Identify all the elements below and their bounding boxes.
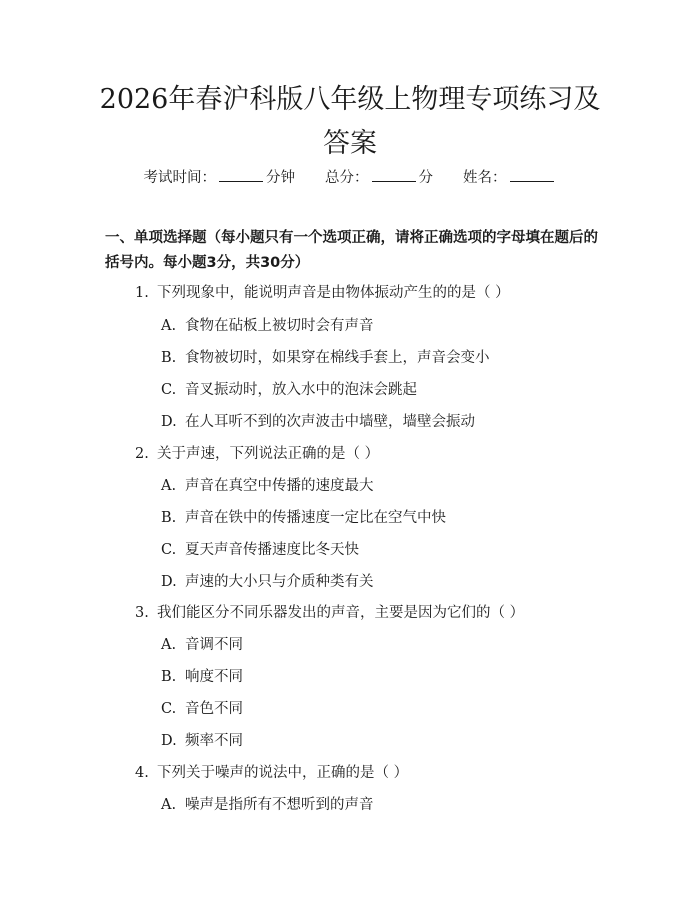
option-text: 夏天声音传播速度比冬天快: [185, 542, 359, 558]
section-heading: 一、单项选择题（每小题只有一个选项正确，请将正确选项的字母填在题后的括号内。每小题3分，共30分）: [105, 230, 598, 271]
option-text: 食物被切时，如果穿在棉线手套上，声音会变小: [185, 350, 490, 366]
option-2a: [161, 474, 374, 495]
option-text: 食物在砧板上被切时会有声音: [185, 318, 374, 334]
option-letter: B.: [161, 510, 177, 526]
question-1: [135, 281, 510, 302]
option-letter: D.: [161, 574, 177, 590]
exam-meta: [0, 166, 700, 187]
option-3a: [161, 633, 243, 654]
question-number: 1.: [135, 285, 149, 301]
student-name: [463, 166, 557, 187]
option-2b: [161, 506, 446, 527]
option-letter: A.: [161, 637, 177, 653]
question-number: 3.: [135, 605, 149, 621]
option-1b: [161, 346, 490, 367]
option-text: 声速的大小只与介质种类有关: [185, 574, 374, 590]
question-number: 2.: [135, 446, 149, 462]
question-text: 关于声速，下列说法正确的是（ ）: [157, 446, 380, 462]
question-4: [135, 761, 408, 782]
option-letter: A.: [161, 478, 177, 494]
option-1c: [161, 378, 417, 399]
option-text: 频率不同: [185, 733, 243, 749]
document-title: 2026年春沪科版八年级上物理专项练习及答案: [99, 84, 601, 159]
question-3: [135, 601, 524, 622]
name-blank: [510, 167, 554, 182]
option-text: 音色不同: [185, 701, 243, 717]
option-letter: B.: [161, 669, 177, 685]
score-blank: [372, 167, 416, 182]
time-label: 考试时间：: [143, 170, 216, 186]
option-letter: C.: [161, 542, 177, 558]
exam-score: [325, 166, 433, 187]
option-letter: C.: [161, 701, 177, 717]
option-4a: [161, 793, 374, 814]
option-3d: [161, 729, 243, 750]
option-letter: B.: [161, 350, 177, 366]
name-label: 姓名：: [463, 170, 507, 186]
option-letter: D.: [161, 414, 177, 430]
option-text: 音叉振动时，放入水中的泡沫会跳起: [185, 382, 417, 398]
question-text: 下列现象中，能说明声音是由物体振动产生的的是（ ）: [157, 285, 510, 301]
time-blank: [219, 167, 263, 182]
option-letter: A.: [161, 797, 177, 813]
exam-time: [144, 166, 296, 187]
option-letter: A.: [161, 318, 177, 334]
question-text: 下列关于噪声的说法中，正确的是（ ）: [157, 765, 409, 781]
time-unit: 分钟: [266, 170, 295, 186]
option-1d: [161, 410, 475, 431]
question-number: 4.: [135, 765, 149, 781]
option-text: 在人耳听不到的次声波击中墙壁，墙壁会振动: [185, 414, 475, 430]
option-text: 噪声是指所有不想听到的声音: [185, 797, 374, 813]
score-label: 总分：: [325, 170, 369, 186]
question-2: [135, 442, 379, 463]
option-text: 声音在真空中传播的速度最大: [185, 478, 374, 494]
option-text: 音调不同: [185, 637, 243, 653]
option-2c: [161, 538, 359, 559]
option-letter: D.: [161, 733, 177, 749]
option-3b: [161, 665, 243, 686]
option-3c: [161, 697, 243, 718]
option-1a: [161, 314, 374, 335]
option-text: 声音在铁中的传播速度一定比在空气中快: [185, 510, 446, 526]
score-unit: 分: [418, 170, 433, 186]
question-text: 我们能区分不同乐器发出的声音，主要是因为它们的（ ）: [157, 605, 525, 621]
option-letter: C.: [161, 382, 177, 398]
option-2d: [161, 570, 374, 591]
option-text: 响度不同: [185, 669, 243, 685]
